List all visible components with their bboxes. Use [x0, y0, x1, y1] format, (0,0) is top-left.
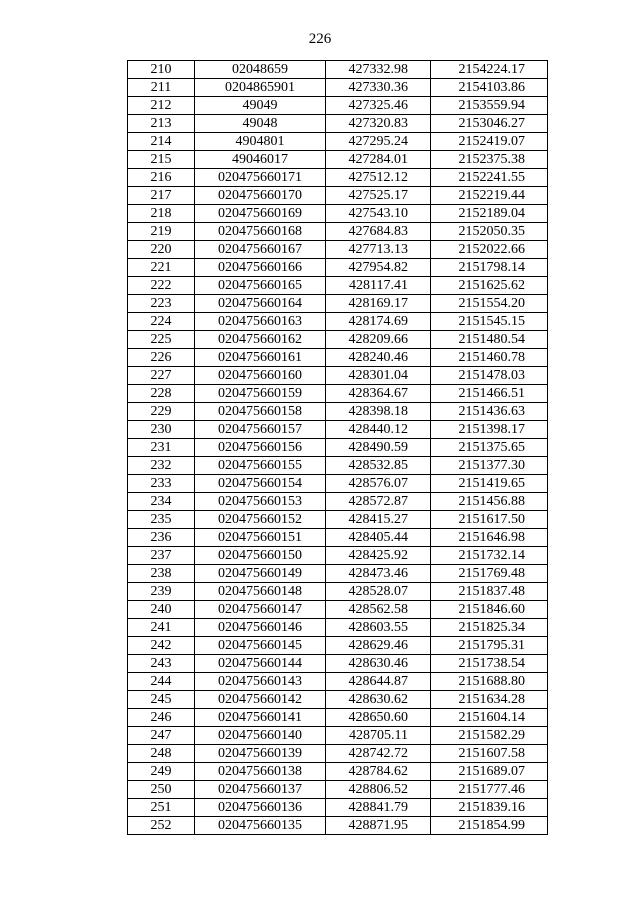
row-number-cell: 210 [128, 61, 195, 79]
row-number-cell: 219 [128, 223, 195, 241]
table-row [128, 727, 548, 745]
x-coordinate-cell: 428650.60 [326, 709, 431, 727]
point-id-cell: 020475660150 [195, 547, 326, 565]
table-row [128, 817, 548, 835]
y-coordinate-cell: 2151545.15 [431, 313, 548, 331]
y-coordinate-cell: 2151732.14 [431, 547, 548, 565]
x-coordinate-cell: 428473.46 [326, 565, 431, 583]
row-number-cell: 252 [128, 817, 195, 835]
point-id-cell: 020475660157 [195, 421, 326, 439]
coordinates-table [127, 60, 548, 835]
y-coordinate-cell: 2151607.58 [431, 745, 548, 763]
x-coordinate-cell: 428528.07 [326, 583, 431, 601]
x-coordinate-cell: 428630.46 [326, 655, 431, 673]
table-row [128, 61, 548, 79]
point-id-cell: 020475660163 [195, 313, 326, 331]
point-id-cell: 020475660162 [195, 331, 326, 349]
table-row [128, 349, 548, 367]
y-coordinate-cell: 2153046.27 [431, 115, 548, 133]
point-id-cell: 020475660141 [195, 709, 326, 727]
point-id-cell: 020475660148 [195, 583, 326, 601]
point-id-cell: 020475660138 [195, 763, 326, 781]
point-id-cell: 020475660151 [195, 529, 326, 547]
table-row [128, 385, 548, 403]
table-row [128, 205, 548, 223]
y-coordinate-cell: 2151769.48 [431, 565, 548, 583]
table-row [128, 781, 548, 799]
table-row [128, 187, 548, 205]
point-id-cell: 020475660167 [195, 241, 326, 259]
x-coordinate-cell: 428301.04 [326, 367, 431, 385]
x-coordinate-cell: 427325.46 [326, 97, 431, 115]
x-coordinate-cell: 427320.83 [326, 115, 431, 133]
x-coordinate-cell: 427332.98 [326, 61, 431, 79]
row-number-cell: 248 [128, 745, 195, 763]
point-id-cell: 020475660145 [195, 637, 326, 655]
x-coordinate-cell: 428630.62 [326, 691, 431, 709]
table-row [128, 421, 548, 439]
x-coordinate-cell: 427543.10 [326, 205, 431, 223]
row-number-cell: 212 [128, 97, 195, 115]
y-coordinate-cell: 2151688.80 [431, 673, 548, 691]
y-coordinate-cell: 2151846.60 [431, 601, 548, 619]
table-row [128, 79, 548, 97]
row-number-cell: 238 [128, 565, 195, 583]
y-coordinate-cell: 2151604.14 [431, 709, 548, 727]
point-id-cell: 020475660152 [195, 511, 326, 529]
point-id-cell: 49048 [195, 115, 326, 133]
row-number-cell: 231 [128, 439, 195, 457]
x-coordinate-cell: 428174.69 [326, 313, 431, 331]
table-row [128, 493, 548, 511]
point-id-cell: 020475660143 [195, 673, 326, 691]
table-row [128, 439, 548, 457]
x-coordinate-cell: 428806.52 [326, 781, 431, 799]
row-number-cell: 226 [128, 349, 195, 367]
row-number-cell: 225 [128, 331, 195, 349]
x-coordinate-cell: 427713.13 [326, 241, 431, 259]
table-row [128, 259, 548, 277]
x-coordinate-cell: 428572.87 [326, 493, 431, 511]
row-number-cell: 251 [128, 799, 195, 817]
row-number-cell: 228 [128, 385, 195, 403]
y-coordinate-cell: 2151398.17 [431, 421, 548, 439]
x-coordinate-cell: 427954.82 [326, 259, 431, 277]
row-number-cell: 229 [128, 403, 195, 421]
x-coordinate-cell: 428209.66 [326, 331, 431, 349]
x-coordinate-cell: 428240.46 [326, 349, 431, 367]
x-coordinate-cell: 428576.07 [326, 475, 431, 493]
y-coordinate-cell: 2151689.07 [431, 763, 548, 781]
point-id-cell: 020475660153 [195, 493, 326, 511]
point-id-cell: 020475660161 [195, 349, 326, 367]
x-coordinate-cell: 427295.24 [326, 133, 431, 151]
y-coordinate-cell: 2152022.66 [431, 241, 548, 259]
row-number-cell: 216 [128, 169, 195, 187]
y-coordinate-cell: 2151837.48 [431, 583, 548, 601]
row-number-cell: 236 [128, 529, 195, 547]
point-id-cell: 020475660168 [195, 223, 326, 241]
row-number-cell: 220 [128, 241, 195, 259]
table-row [128, 133, 548, 151]
row-number-cell: 249 [128, 763, 195, 781]
y-coordinate-cell: 2151617.50 [431, 511, 548, 529]
y-coordinate-cell: 2151375.65 [431, 439, 548, 457]
x-coordinate-cell: 427512.12 [326, 169, 431, 187]
row-number-cell: 223 [128, 295, 195, 313]
table-row [128, 403, 548, 421]
x-coordinate-cell: 428603.55 [326, 619, 431, 637]
x-coordinate-cell: 428415.27 [326, 511, 431, 529]
point-id-cell: 020475660160 [195, 367, 326, 385]
row-number-cell: 235 [128, 511, 195, 529]
point-id-cell: 4904801 [195, 133, 326, 151]
table-row [128, 691, 548, 709]
row-number-cell: 237 [128, 547, 195, 565]
y-coordinate-cell: 2151466.51 [431, 385, 548, 403]
row-number-cell: 232 [128, 457, 195, 475]
table-row [128, 97, 548, 115]
table-row [128, 331, 548, 349]
row-number-cell: 246 [128, 709, 195, 727]
y-coordinate-cell: 2151582.29 [431, 727, 548, 745]
point-id-cell: 020475660156 [195, 439, 326, 457]
x-coordinate-cell: 428364.67 [326, 385, 431, 403]
y-coordinate-cell: 2152375.38 [431, 151, 548, 169]
point-id-cell: 020475660146 [195, 619, 326, 637]
x-coordinate-cell: 427525.17 [326, 187, 431, 205]
table-row [128, 115, 548, 133]
x-coordinate-cell: 428629.46 [326, 637, 431, 655]
point-id-cell: 020475660139 [195, 745, 326, 763]
y-coordinate-cell: 2151738.54 [431, 655, 548, 673]
point-id-cell: 020475660165 [195, 277, 326, 295]
table-row [128, 367, 548, 385]
table-row [128, 583, 548, 601]
y-coordinate-cell: 2151795.31 [431, 637, 548, 655]
x-coordinate-cell: 427284.01 [326, 151, 431, 169]
y-coordinate-cell: 2152419.07 [431, 133, 548, 151]
point-id-cell: 020475660154 [195, 475, 326, 493]
row-number-cell: 217 [128, 187, 195, 205]
row-number-cell: 240 [128, 601, 195, 619]
row-number-cell: 218 [128, 205, 195, 223]
point-id-cell: 020475660147 [195, 601, 326, 619]
row-number-cell: 215 [128, 151, 195, 169]
y-coordinate-cell: 2154224.17 [431, 61, 548, 79]
row-number-cell: 250 [128, 781, 195, 799]
table-row [128, 313, 548, 331]
row-number-cell: 243 [128, 655, 195, 673]
y-coordinate-cell: 2151625.62 [431, 277, 548, 295]
x-coordinate-cell: 428405.44 [326, 529, 431, 547]
row-number-cell: 222 [128, 277, 195, 295]
y-coordinate-cell: 2151480.54 [431, 331, 548, 349]
point-id-cell: 020475660171 [195, 169, 326, 187]
row-number-cell: 221 [128, 259, 195, 277]
x-coordinate-cell: 428841.79 [326, 799, 431, 817]
x-coordinate-cell: 428117.41 [326, 277, 431, 295]
point-id-cell: 0204865901 [195, 79, 326, 97]
y-coordinate-cell: 2151419.65 [431, 475, 548, 493]
y-coordinate-cell: 2151646.98 [431, 529, 548, 547]
y-coordinate-cell: 2151798.14 [431, 259, 548, 277]
y-coordinate-cell: 2154103.86 [431, 79, 548, 97]
x-coordinate-cell: 428490.59 [326, 439, 431, 457]
row-number-cell: 211 [128, 79, 195, 97]
y-coordinate-cell: 2151825.34 [431, 619, 548, 637]
point-id-cell: 020475660166 [195, 259, 326, 277]
table-row [128, 655, 548, 673]
row-number-cell: 230 [128, 421, 195, 439]
table-body [128, 61, 548, 835]
point-id-cell: 49046017 [195, 151, 326, 169]
table-row [128, 223, 548, 241]
x-coordinate-cell: 428562.58 [326, 601, 431, 619]
point-id-cell: 020475660164 [195, 295, 326, 313]
x-coordinate-cell: 427684.83 [326, 223, 431, 241]
point-id-cell: 020475660158 [195, 403, 326, 421]
y-coordinate-cell: 2151478.03 [431, 367, 548, 385]
point-id-cell: 020475660136 [195, 799, 326, 817]
table-row [128, 475, 548, 493]
x-coordinate-cell: 428871.95 [326, 817, 431, 835]
row-number-cell: 242 [128, 637, 195, 655]
row-number-cell: 214 [128, 133, 195, 151]
table-row [128, 169, 548, 187]
table-row [128, 601, 548, 619]
point-id-cell: 020475660155 [195, 457, 326, 475]
point-id-cell: 020475660137 [195, 781, 326, 799]
table-row [128, 763, 548, 781]
row-number-cell: 224 [128, 313, 195, 331]
point-id-cell: 020475660140 [195, 727, 326, 745]
point-id-cell: 020475660169 [195, 205, 326, 223]
table-row [128, 637, 548, 655]
y-coordinate-cell: 2151634.28 [431, 691, 548, 709]
x-coordinate-cell: 428742.72 [326, 745, 431, 763]
page-number: 226 [308, 31, 332, 47]
y-coordinate-cell: 2151854.99 [431, 817, 548, 835]
table-row [128, 277, 548, 295]
y-coordinate-cell: 2151839.16 [431, 799, 548, 817]
x-coordinate-cell: 428705.11 [326, 727, 431, 745]
table-row [128, 241, 548, 259]
x-coordinate-cell: 428532.85 [326, 457, 431, 475]
table-row [128, 709, 548, 727]
table-row [128, 511, 548, 529]
table-row [128, 673, 548, 691]
point-id-cell: 49049 [195, 97, 326, 115]
row-number-cell: 227 [128, 367, 195, 385]
point-id-cell: 020475660135 [195, 817, 326, 835]
point-id-cell: 020475660170 [195, 187, 326, 205]
y-coordinate-cell: 2153559.94 [431, 97, 548, 115]
y-coordinate-cell: 2152219.44 [431, 187, 548, 205]
y-coordinate-cell: 2151377.30 [431, 457, 548, 475]
y-coordinate-cell: 2151777.46 [431, 781, 548, 799]
row-number-cell: 233 [128, 475, 195, 493]
x-coordinate-cell: 428425.92 [326, 547, 431, 565]
row-number-cell: 239 [128, 583, 195, 601]
point-id-cell: 020475660142 [195, 691, 326, 709]
table-row [128, 295, 548, 313]
y-coordinate-cell: 2151436.63 [431, 403, 548, 421]
row-number-cell: 234 [128, 493, 195, 511]
y-coordinate-cell: 2152241.55 [431, 169, 548, 187]
y-coordinate-cell: 2151460.78 [431, 349, 548, 367]
table-row [128, 745, 548, 763]
x-coordinate-cell: 428644.87 [326, 673, 431, 691]
x-coordinate-cell: 428398.18 [326, 403, 431, 421]
x-coordinate-cell: 428784.62 [326, 763, 431, 781]
table-row [128, 529, 548, 547]
x-coordinate-cell: 427330.36 [326, 79, 431, 97]
point-id-cell: 020475660149 [195, 565, 326, 583]
point-id-cell: 02048659 [195, 61, 326, 79]
x-coordinate-cell: 428440.12 [326, 421, 431, 439]
point-id-cell: 020475660144 [195, 655, 326, 673]
table-row [128, 547, 548, 565]
row-number-cell: 244 [128, 673, 195, 691]
table-row [128, 619, 548, 637]
point-id-cell: 020475660159 [195, 385, 326, 403]
table-row [128, 457, 548, 475]
y-coordinate-cell: 2151554.20 [431, 295, 548, 313]
table-row [128, 565, 548, 583]
row-number-cell: 213 [128, 115, 195, 133]
x-coordinate-cell: 428169.17 [326, 295, 431, 313]
row-number-cell: 247 [128, 727, 195, 745]
row-number-cell: 245 [128, 691, 195, 709]
row-number-cell: 241 [128, 619, 195, 637]
table-row [128, 151, 548, 169]
y-coordinate-cell: 2152189.04 [431, 205, 548, 223]
y-coordinate-cell: 2152050.35 [431, 223, 548, 241]
table-row [128, 799, 548, 817]
y-coordinate-cell: 2151456.88 [431, 493, 548, 511]
